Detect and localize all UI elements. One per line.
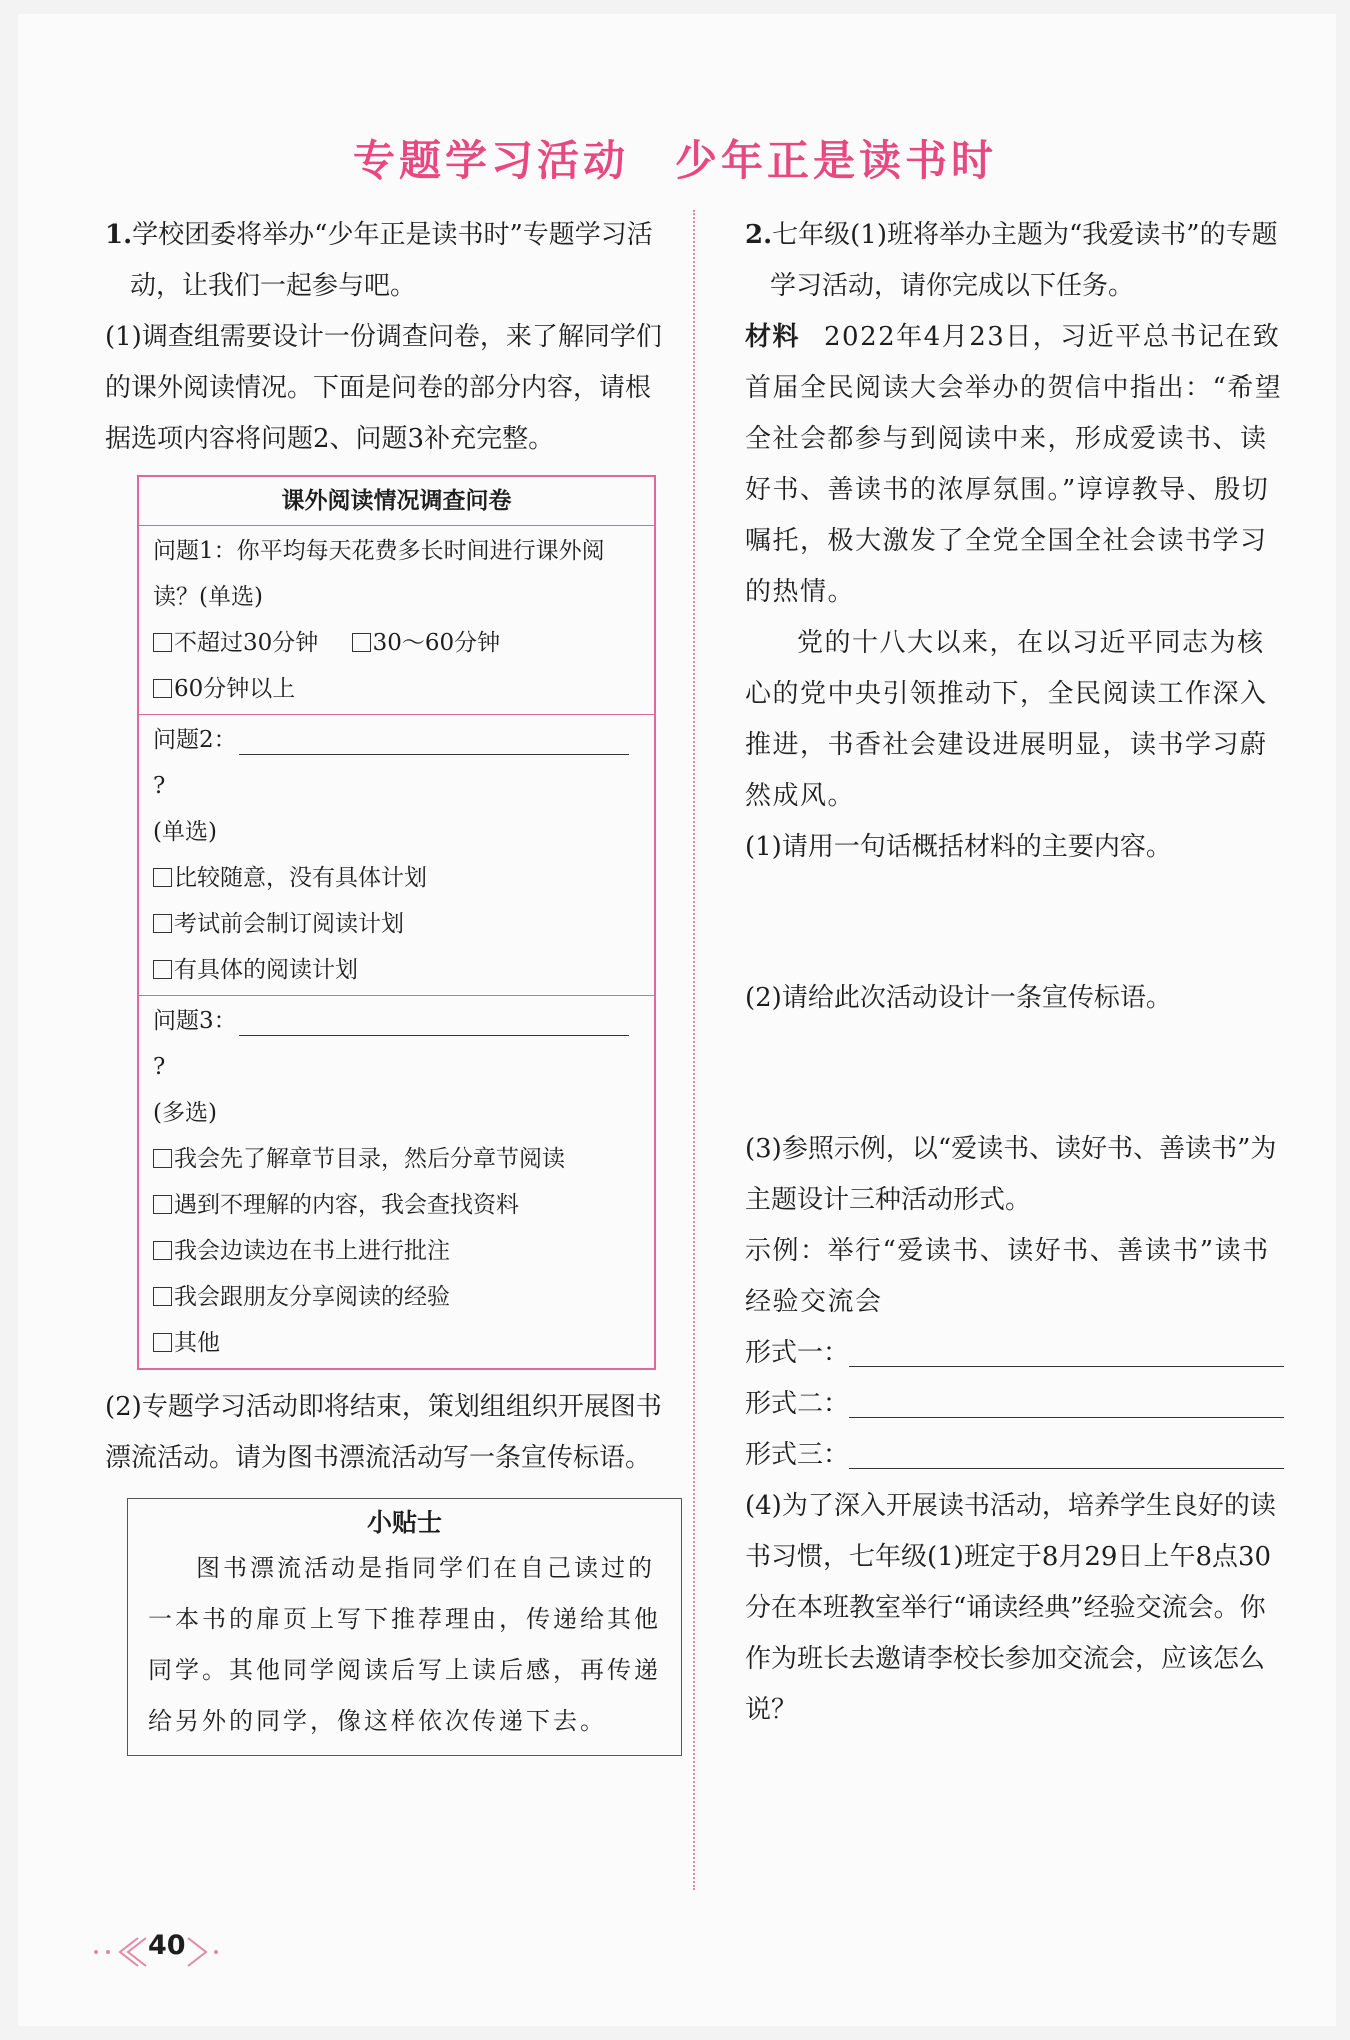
- q2-material-p1: 材料 2022年4月23日，习近平总书记在致首届全民阅读大会举办的贺信中指出：“希望全社会都参与到阅读中来，形成爱读书、读好书、善读书的浓厚氛围。”谆谆教导、殷切嘱托，极大激发了全党全国全社会读书学习的热情。: [745, 322, 1283, 607]
- question-1: [105, 210, 670, 1756]
- q1-number: 1.: [105, 220, 133, 250]
- survey-q1-option[interactable]: 60分钟以上: [153, 666, 295, 712]
- question-2: [745, 210, 1285, 1736]
- survey-q3-option[interactable]: 我会边读边在书上进行批注: [153, 1228, 640, 1274]
- answer-blank[interactable]: [849, 1336, 1284, 1367]
- checkbox-icon[interactable]: [153, 1241, 172, 1260]
- checkbox-icon[interactable]: [153, 1149, 172, 1168]
- survey-q2-option[interactable]: 有具体的阅读计划: [153, 947, 640, 993]
- survey-question-3: 问题3：? (多选) 我会先了解章节目录，然后分章节阅读 遇到不理解的内容，我会查找资料 我会边读边在书上进行批注 我会跟朋友分享阅读的经验 其他: [139, 995, 654, 1368]
- survey-question-1: [139, 526, 654, 714]
- survey-q2-label: 问题2：: [153, 727, 237, 753]
- q2-part2: (2)请给此次活动设计一条宣传标语。: [745, 983, 1172, 1013]
- q2-number: 2.: [745, 220, 773, 250]
- q2-material-p2: 党的十八大以来，在以习近平同志为核心的党中央引领推动下，全民阅读工作深入推进，书香社会建设进展明显，读书学习蔚然成风。: [745, 628, 1268, 811]
- survey-question-2: 问题2：? (单选) 比较随意，没有具体计划 考试前会制订阅读计划 有具体的阅读计划: [139, 714, 654, 995]
- material-label: 材料: [745, 322, 801, 352]
- answer-blank[interactable]: [849, 1387, 1284, 1418]
- column-divider: [693, 210, 695, 1890]
- q2-part1: (1)请用一句话概括材料的主要内容。: [745, 832, 1172, 862]
- survey-q1-text: 问题1：你平均每天花费多长时间进行课外阅读？(单选): [153, 538, 605, 610]
- answer-blank[interactable]: [239, 726, 629, 755]
- page-title: 专题学习活动 少年正是读书时: [352, 136, 997, 185]
- form-row-2: 形式二：: [745, 1379, 1285, 1430]
- survey-q3-option[interactable]: 遇到不理解的内容，我会查找资料: [153, 1182, 640, 1228]
- answer-space[interactable]: [745, 873, 1285, 973]
- q1-part1: (1)调查组需要设计一份调查问卷，来了解同学们的课外阅读情况。下面是问卷的部分内容，请根据选项内容将问题2、问题3补充完整。: [105, 322, 662, 454]
- checkbox-icon[interactable]: [153, 1333, 172, 1352]
- q2-example: 示例：举行“爱读书、读好书、善读书”读书经验交流会: [745, 1236, 1270, 1317]
- checkbox-icon[interactable]: [153, 679, 172, 698]
- q1-part2: (2)专题学习活动即将结束，策划组组织开展图书漂流活动。请为图书漂流活动写一条宣传标语。: [105, 1392, 662, 1473]
- survey-q1-option[interactable]: 30～60分钟: [352, 620, 501, 666]
- q2-part3: (3)参照示例，以“爱读书、读好书、善读书”为主题设计三种活动形式。: [745, 1134, 1277, 1215]
- q1-intro: 1.学校团委将举办“少年正是读书时”专题学习活动，让我们一起参与吧。: [105, 220, 653, 301]
- checkbox-icon[interactable]: [352, 633, 371, 652]
- survey-q3-option[interactable]: 其他: [153, 1320, 640, 1366]
- form-row-1: 形式一：: [745, 1328, 1285, 1379]
- checkbox-icon[interactable]: [153, 1287, 172, 1306]
- q2-intro: 2.七年级(1)班将举办主题为“我爱读书”的专题学习活动，请你完成以下任务。: [745, 220, 1278, 301]
- answer-blank[interactable]: [849, 1438, 1284, 1469]
- form-row-3: 形式三：: [745, 1430, 1285, 1481]
- survey-q2-option[interactable]: 比较随意，没有具体计划: [153, 855, 640, 901]
- survey-q1-option[interactable]: 不超过30分钟: [153, 620, 318, 666]
- tip-body: 图书漂流活动是指同学们在自己读过的一本书的扉页上写下推荐理由，传递给其他同学。其他同学阅读后写上读后感，再传递给另外的同学，像这样依次传递下去。: [148, 1554, 661, 1735]
- survey-q2-option[interactable]: 考试前会制订阅读计划: [153, 901, 640, 947]
- survey-box: [137, 475, 656, 1370]
- survey-q3-option[interactable]: 我会先了解章节目录，然后分章节阅读: [153, 1136, 640, 1182]
- q2-part4: (4)为了深入开展读书活动，培养学生良好的读书习惯，七年级(1)班定于8月29日上午8点30分在本班教室举行“诵读经典”经验交流会。你作为班长去邀请李校长参加交流会，应该怎么说？: [745, 1491, 1276, 1725]
- tip-box: [127, 1498, 682, 1756]
- page-footer: [88, 1930, 228, 1970]
- survey-title: 课外阅读情况调查问卷: [139, 477, 654, 526]
- survey-q3-label: 问题3：: [153, 1008, 237, 1034]
- page-number: 40: [148, 1930, 186, 1961]
- checkbox-icon[interactable]: [153, 960, 172, 979]
- checkbox-icon[interactable]: [153, 633, 172, 652]
- answer-space[interactable]: [745, 1024, 1285, 1124]
- checkbox-icon[interactable]: [153, 1195, 172, 1214]
- answer-blank[interactable]: [239, 1007, 629, 1036]
- survey-q3-type: (多选): [153, 1100, 217, 1126]
- tip-title: 小贴士: [366, 1508, 442, 1537]
- survey-q3-option[interactable]: 我会跟朋友分享阅读的经验: [153, 1274, 640, 1320]
- survey-q2-type: (单选): [153, 819, 217, 845]
- checkbox-icon[interactable]: [153, 914, 172, 933]
- checkbox-icon[interactable]: [153, 868, 172, 887]
